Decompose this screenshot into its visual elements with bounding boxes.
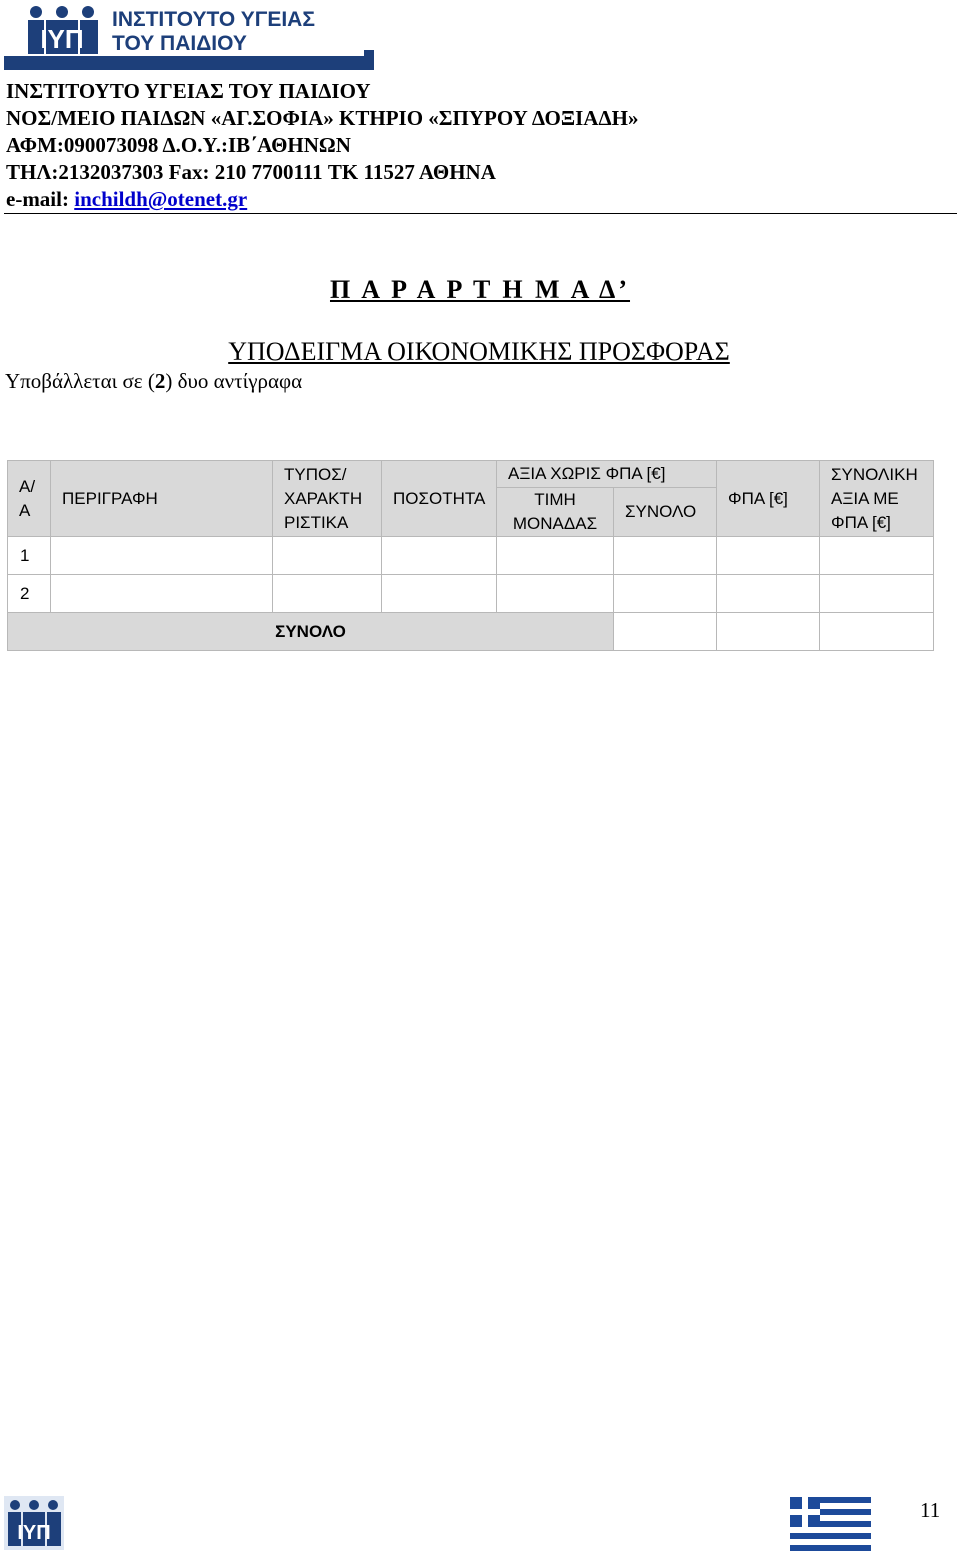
header-total-line1: ΣΥΝΟΛΙΚΗ [831,464,918,484]
table-total-row [8,613,934,651]
email-link[interactable]: inchildh@otenet.gr [74,187,248,211]
table-row [8,537,934,575]
offer-title-text: ΥΠΟΔΕΙΓΜΑ ΟΙΚΟΝΟΜΙΚΗΣ ΠΡΟΣΦΟΡΑΣ [228,337,730,366]
cell-vat[interactable] [717,575,820,613]
header-line-address: ΝΟΣ/ΜΕΙΟ ΠΑΙΔΩΝ «ΑΓ.ΣΟΦΙΑ» ΚΤΗΡΙΟ «ΣΠΥΡΟΥ ΔΟΞΙΑΔΗ» [6,106,639,130]
row-number: 1 [8,537,51,575]
header-type-line3: ΡΙΣΤΙΚΑ [284,512,349,532]
logo-name-line1: ΙΝΣΤΙΤΟΥΤΟ ΥΓΕΙΑΣ [112,8,315,31]
copies-number: 2 [154,369,166,393]
cell-vat[interactable] [717,537,820,575]
total-sum-cell[interactable] [614,613,717,651]
cell-description[interactable] [51,575,273,613]
svg-text:ΙΥΠ: ΙΥΠ [40,24,84,54]
institute-logo-icon [24,4,100,56]
header-aa [8,461,51,537]
row-number: 2 [8,575,51,613]
table-row [8,575,934,613]
cell-sum[interactable] [614,537,717,575]
footer-logo-icon [4,1496,64,1550]
logo-name-line2: ΤΟΥ ΠΑΙΔΙΟΥ [112,32,247,55]
header-unit-price [497,488,614,537]
logo-bar-end [364,50,374,70]
header-aa-line2: Α [19,500,31,520]
header-line-phone: ΤΗΛ:2132037303 Fax: 210 7700111 ΤΚ 11527 ΑΘΗΝΑ [6,160,496,184]
header-line-email [6,186,247,213]
header-line-institute: ΙΝΣΤΙΤΟΥΤΟ ΥΓΕΙΑΣ ΤΟΥ ΠΑΙΔΙΟΥ [6,79,371,103]
institute-logo-name [112,8,315,56]
header-quantity: ΠΟΣΟΤΗΤΑ [382,461,497,537]
svg-text:ΙΥΠ: ΙΥΠ [17,1522,51,1544]
financial-offer-table [7,460,934,651]
header-line-tax: ΑΦΜ:090073098 Δ.Ο.Υ.:ΙΒ΄ΑΘΗΝΩΝ [6,133,351,157]
header-type-line1: ΤΥΠΟΣ/ [284,464,347,484]
header-type-line2: ΧΑΡΑΚΤΗ [284,488,363,508]
email-label: e-mail: [6,187,75,211]
institute-logo [4,0,370,72]
cell-total[interactable] [820,537,934,575]
cell-unit-price[interactable] [497,537,614,575]
header-sum: ΣΥΝΟΛΟ [614,488,717,537]
cell-description[interactable] [51,537,273,575]
header-vat: ΦΠΑ [€] [717,461,820,537]
logo-underline-bar [4,56,370,70]
copies-after: ) δυο αντίγραφα [165,369,303,393]
header-value-no-vat: ΑΞΙΑ ΧΩΡΙΣ ΦΠΑ [€] [497,461,717,488]
copies-before: Υποβάλλεται σε ( [5,369,155,393]
cell-unit-price[interactable] [497,575,614,613]
cell-type[interactable] [273,537,382,575]
total-vat-cell[interactable] [717,613,820,651]
annex-title-text: Π Α Ρ Α Ρ Τ Η Μ Α Δ’ [329,275,631,304]
cell-type[interactable] [273,575,382,613]
footer-logo [4,1496,64,1550]
header-total-line2: ΑΞΙΑ ΜΕ [831,488,899,508]
offer-title [0,337,958,367]
annex-title [0,275,960,305]
header-total-with-vat [820,461,934,537]
header-type [273,461,382,537]
total-label: ΣΥΝΟΛΟ [8,613,614,651]
cell-sum[interactable] [614,575,717,613]
header-divider [4,213,957,214]
header-total-line3: ΦΠΑ [€] [831,512,891,532]
cell-quantity[interactable] [382,537,497,575]
header-unit-price-line1: ΤΙΜΗ [534,490,576,509]
copies-note [5,369,302,394]
header-description: ΠΕΡΙΓΡΑΦΗ [51,461,273,537]
total-with-vat-cell[interactable] [820,613,934,651]
cell-quantity[interactable] [382,575,497,613]
greek-flag-icon [790,1497,871,1551]
cell-total[interactable] [820,575,934,613]
page-number: 11 [920,1498,941,1522]
header-unit-price-line2: ΜΟΝΑΔΑΣ [512,514,598,533]
header-aa-line1: Α/ [19,476,36,496]
